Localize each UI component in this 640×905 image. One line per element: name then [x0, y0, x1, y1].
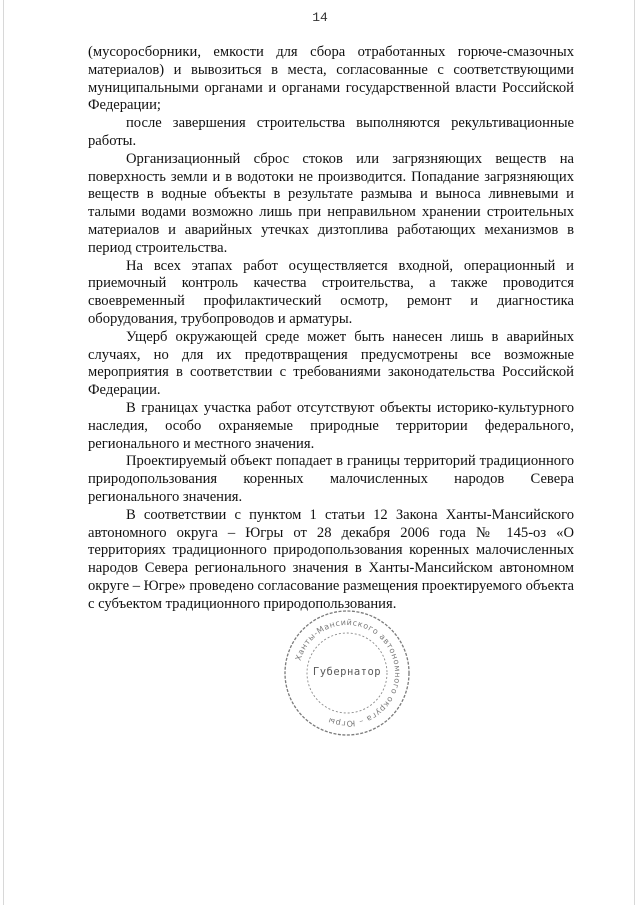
paragraph-2: после завершения строительства выполняются рекультивационные работы.: [88, 115, 574, 149]
stamp-label: Губернатор: [312, 666, 382, 678]
official-stamp: [282, 608, 412, 738]
paragraph-6: В границах участка работ отсутствуют объекты историко-культурного наследия, особо охраняемые природные территории федерального, регионального и местного значения.: [88, 399, 574, 452]
paragraph-7: Проектируемый объект попадает в границы территорий традиционного природопользования коренных малочисленных народов Севера регионального значения.: [88, 453, 574, 505]
stamp-ring-text: Ханты-Мансийского автономного округа – Югры: [293, 617, 403, 729]
paragraph-4: На всех этапах работ осуществляется входной, операционный и приемочный контроль качества строительства, а также проводится своевременный профилактический осмотр, ремонт и диагностика оборудования, трубопроводов и арматуры.: [88, 257, 574, 327]
scan-edge-right: [634, 0, 635, 905]
paragraph-5: Ущерб окружающей среде может быть нанесен лишь в аварийных случаях, но для их предотвращения предусмотрены все возможные мероприятия в соответствии с требованиями законодательства Российской Федерации.: [88, 328, 574, 399]
paragraph-1: (мусоросборники, емкости для сбора отработанных горюче-смазочных материалов) и вывозиться в места, согласованные с соответствующими муниципальными органами и органами государственной власти Российской Федерации;: [88, 44, 574, 114]
paragraph-3: Организационный сброс стоков или загрязняющих веществ на поверхность земли и в водотоки не производится. Попадание загрязняющих веществ в водные объекты в результате размыва и выноса ливневыми и талыми водами возможно лишь при неправильном хранении строительных материалов и аварийных утечках дизтоплива работающих механизмов в период строительства.: [88, 150, 574, 256]
paragraph-8: В соответствии с пунктом 1 статьи 12 Закона Ханты-Мансийского автономного округа – Югры от 28 декабря 2006 года № 145-оз «О территориях традиционного природопользования коренных малочисленных народов Севера регионального значения в Ханты-Мансийском автономном округе – Югре» проведено согласование размещения проектируемого объекта с субъектом традиционного природопользования.: [88, 506, 574, 612]
page-number: 14: [312, 10, 328, 25]
body-text: [88, 44, 574, 614]
scan-edge-left: [3, 0, 4, 905]
